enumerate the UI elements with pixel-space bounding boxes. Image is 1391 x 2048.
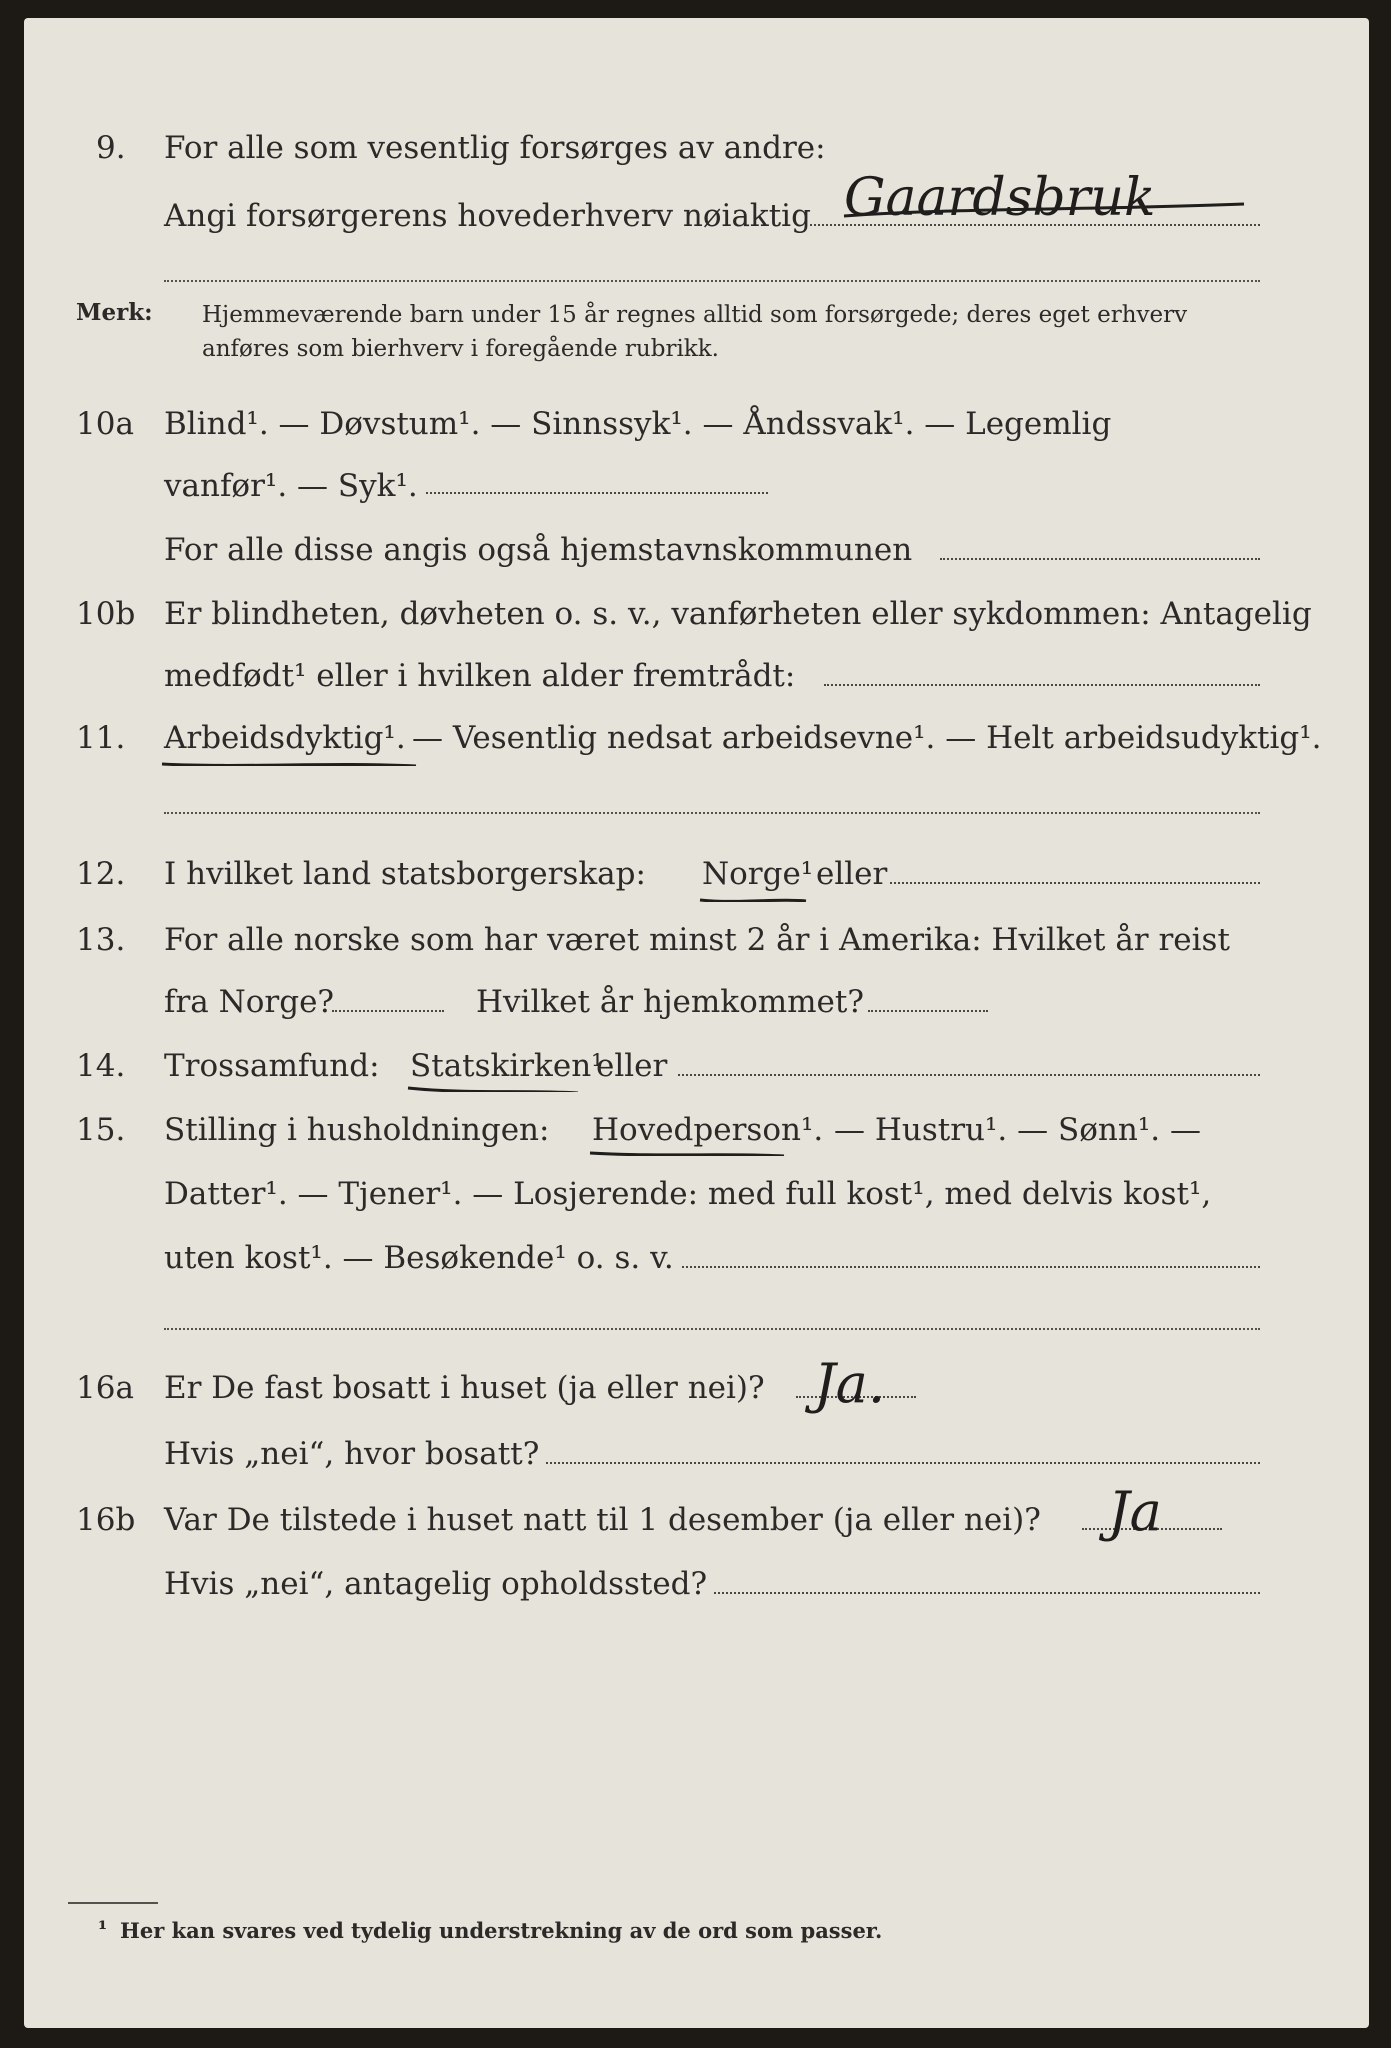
footnote-divider [68,1902,158,1904]
q15-underline-icon [588,1148,788,1156]
q16b-handwritten-answer: Ja [1108,1480,1162,1543]
q12-eller: eller [816,856,888,892]
q12-answer-line[interactable] [890,882,1260,884]
q11-rest: — Vesentlig nedsat arbeidsevne¹. — Helt arbeidsudyktig¹. [412,720,1322,756]
q15-answer-line[interactable] [682,1266,1260,1268]
footnote-mark: ¹ [98,1916,108,1941]
q13-fra-norge: fra Norge? [164,984,335,1020]
merk-line2: anføres som bierhverv i foregående rubrikk. [202,336,719,362]
q14-eller: eller [596,1048,668,1084]
q9-number: 9. [96,130,126,166]
q15-label: Stilling i husholdningen: [164,1112,550,1148]
q10a-line2: vanfør¹. — Syk¹. [164,468,418,504]
q16b-number: 16b [76,1502,136,1538]
q12-underline-icon [698,894,810,902]
q10a-line1: Blind¹. — Døvstum¹. — Sinnssyk¹. — Åndssvak¹. — Legemlig [164,406,1112,442]
q9-line1: For alle som vesentlig forsørges av andre: [164,130,826,166]
q13-reist-line[interactable] [332,1010,444,1012]
q14-answer-line[interactable] [678,1074,1260,1076]
q10a-number: 10a [76,406,134,442]
q15-line1-rest: — Hustru¹. — Sønn¹. — [834,1112,1201,1148]
q10a-hjemstavn-line[interactable] [940,558,1260,560]
q15-rule [164,1328,1260,1330]
q16b-line1: Var De tilstede i huset natt til 1 desember (ja eller nei)? [164,1502,1041,1538]
q11-number: 11. [76,720,126,756]
q11-rule [164,812,1260,814]
q16b-opholdssted-line[interactable] [714,1592,1260,1594]
merk-label: Merk: [76,299,153,326]
census-form-page [24,18,1369,2028]
q10b-line1: Er blindheten, døvheten o. s. v., vanførheten eller sykdommen: Antagelig [164,596,1312,632]
q13-hjemkommet-line[interactable] [868,1010,988,1012]
q9-handwritten-answer: Gaardsbruk [844,168,1156,228]
q10a-syk-line[interactable] [426,492,768,494]
q14-statskirken[interactable]: Statskirken¹ [410,1048,604,1084]
q13-hjemkommet: Hvilket år hjemkommet? [476,984,864,1020]
q12-number: 12. [76,856,126,892]
merk-line1: Hjemmeværende barn under 15 år regnes alltid som forsørgede; deres eget erhverv [202,302,1188,328]
q16a-number: 16a [76,1370,134,1406]
q14-number: 14. [76,1048,126,1084]
q13-number: 13. [76,922,126,958]
q9-line2: Angi forsørgerens hovederhverv nøiaktig [164,198,811,234]
q9-strike-icon [834,178,1254,238]
footnote-text: Her kan svares ved tydelig understrekning av de ord som passer. [120,1918,883,1943]
q10b-line2: medfødt¹ eller i hvilken alder fremtrådt: [164,658,796,694]
q11-underline-icon [160,758,420,766]
q15-hovedperson[interactable]: Hovedperson¹. [592,1112,824,1148]
q15-number: 15. [76,1112,126,1148]
q14-label: Trossamfund: [164,1048,380,1084]
q16a-bosatt-line[interactable] [546,1462,1260,1464]
q14-underline-icon [406,1084,582,1092]
q16a-handwritten-answer: Ja. [814,1352,886,1415]
q10b-answer-line[interactable] [824,684,1260,686]
q15-line2: Datter¹. — Tjener¹. — Losjerende: med full kost¹, med delvis kost¹, [164,1176,1212,1212]
census-form [24,18,1369,2028]
q15-line3: uten kost¹. — Besøkende¹ o. s. v. [164,1240,674,1276]
q16a-line2: Hvis „nei“, hvor bosatt? [164,1436,540,1472]
q11-arbeidsdyktig[interactable]: Arbeidsdyktig¹. [164,720,406,756]
q10b-number: 10b [76,596,136,632]
q16a-line1: Er De fast bosatt i huset (ja eller nei)? [164,1370,765,1406]
q13-line1: For alle norske som har været minst 2 år i Amerika: Hvilket år reist [164,922,1230,958]
q16b-line2: Hvis „nei“, antagelig opholdssted? [164,1566,708,1602]
q12-norge[interactable]: Norge¹ [702,856,814,892]
q10a-line3: For alle disse angis også hjemstavnskommunen [164,532,913,568]
q12-question: I hvilket land statsborgerskap: [164,856,646,892]
q9-rule [164,280,1260,282]
